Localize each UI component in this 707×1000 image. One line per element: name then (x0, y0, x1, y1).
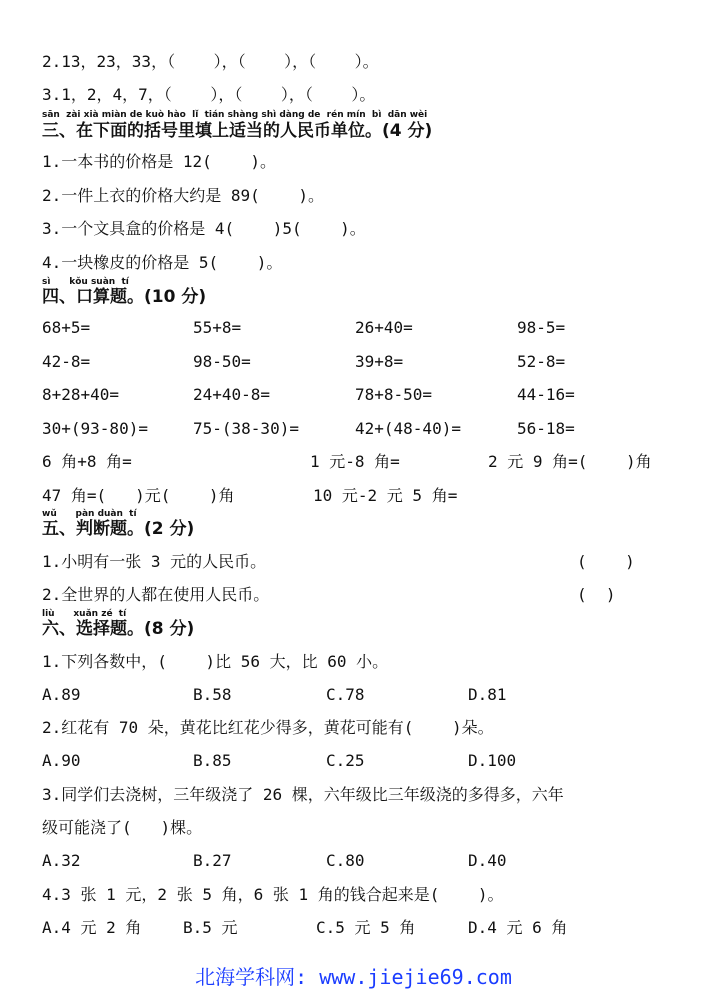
calc-4-3: 42+(48-40)= (355, 419, 461, 438)
section5-title: 五、判断题。(2 分) (42, 519, 195, 539)
calc-4-1: 30+(93-80)= (42, 419, 148, 438)
calc-1-3: 26+40= (355, 318, 413, 337)
calc-4-4: 56-18= (517, 419, 575, 438)
judge-mark-2: ( ) (577, 585, 616, 604)
calc-3-4: 44-16= (517, 385, 575, 404)
choice-q4-a: A.4 元 2 角 (42, 918, 142, 937)
calc-1-2: 55+8= (193, 318, 242, 337)
choice-q4-b: B.5 元 (183, 918, 238, 937)
calc-3-2: 24+40-8= (193, 385, 271, 404)
footer-site-link[interactable]: 北海学科网: www.jiejie69.com (195, 965, 512, 989)
choice-q3-a: A.32 (42, 851, 81, 870)
section3-item-2: 2.一件上衣的价格大约是 89( )。 (42, 186, 324, 205)
choice-q3-line1: 3.同学们去浇树，三年级浇了 26 棵，六年级比三年级浇的多得多，六年 (42, 785, 564, 804)
section6-title: 六、选择题。(8 分) (42, 619, 195, 639)
calc-4-2: 75-(38-30)= (193, 419, 299, 438)
calc-2-2: 98-50= (193, 352, 251, 371)
section3-item-4: 4.一块橡皮的价格是 5( )。 (42, 253, 283, 272)
calc-2-3: 39+8= (355, 352, 404, 371)
choice-q1-c: C.78 (326, 685, 365, 704)
choice-q1: 1.下列各数中，( )比 56 大，比 60 小。 (42, 652, 389, 671)
sequence-question-2: 2.13，23，33，（ ），（ ），（ ）。 (42, 52, 379, 71)
sequence-question-3: 3.1，2，4，7，（ ），（ ），（ ）。 (42, 85, 376, 104)
section3-pinyin: sān zài xià miàn de kuò hào lǐ tián shàng shì dàng de rén mín bì dān wèi (42, 110, 428, 120)
choice-q3-c: C.80 (326, 851, 365, 870)
money-1-3: 2 元 9 角=( )角 (488, 452, 652, 471)
section6-pinyin: liù xuǎn zé tí (42, 609, 127, 619)
calc-2-1: 42-8= (42, 352, 91, 371)
judge-item-1: 1.小明有一张 3 元的人民币。 (42, 552, 267, 571)
money-1-2: 1 元-8 角= (310, 452, 400, 471)
section3-item-1: 1.一本书的价格是 12( )。 (42, 152, 276, 171)
section3-title: 三、在下面的括号里填上适当的人民币单位。(4 分) (42, 121, 433, 141)
judge-mark-1: ( ) (577, 552, 635, 571)
judge-item-2: 2.全世界的人都在使用人民币。 (42, 585, 270, 604)
choice-q2-c: C.25 (326, 751, 365, 770)
calc-2-4: 52-8= (517, 352, 566, 371)
choice-q4: 4.3 张 1 元，2 张 5 角，6 张 1 角的钱合起来是( )。 (42, 885, 504, 904)
money-2-1: 47 角=( )元( )角 (42, 486, 235, 505)
choice-q4-c: C.5 元 5 角 (316, 918, 416, 937)
choice-q2-d: D.100 (468, 751, 517, 770)
section3-item-3: 3.一个文具盒的价格是 4( )5( )。 (42, 219, 366, 238)
choice-q3-line2: 级可能浇了( )棵。 (42, 818, 203, 837)
choice-q2-a: A.90 (42, 751, 81, 770)
choice-q2: 2.红花有 70 朵，黄花比红花少得多，黄花可能有( )朵。 (42, 718, 494, 737)
section4-title: 四、口算题。(10 分) (42, 287, 207, 307)
choice-q1-a: A.89 (42, 685, 81, 704)
choice-q2-b: B.85 (193, 751, 232, 770)
section4-pinyin: sì kǒu suàn tí (42, 277, 129, 287)
choice-q3-d: D.40 (468, 851, 507, 870)
calc-1-4: 98-5= (517, 318, 566, 337)
money-2-2: 10 元-2 元 5 角= (313, 486, 458, 505)
choice-q4-d: D.4 元 6 角 (468, 918, 568, 937)
choice-q3-b: B.27 (193, 851, 232, 870)
section5-pinyin: wǔ pàn duàn tí (42, 509, 137, 519)
calc-3-1: 8+28+40= (42, 385, 120, 404)
calc-3-3: 78+8-50= (355, 385, 433, 404)
choice-q1-d: D.81 (468, 685, 507, 704)
choice-q1-b: B.58 (193, 685, 232, 704)
calc-1-1: 68+5= (42, 318, 91, 337)
money-1-1: 6 角+8 角= (42, 452, 132, 471)
